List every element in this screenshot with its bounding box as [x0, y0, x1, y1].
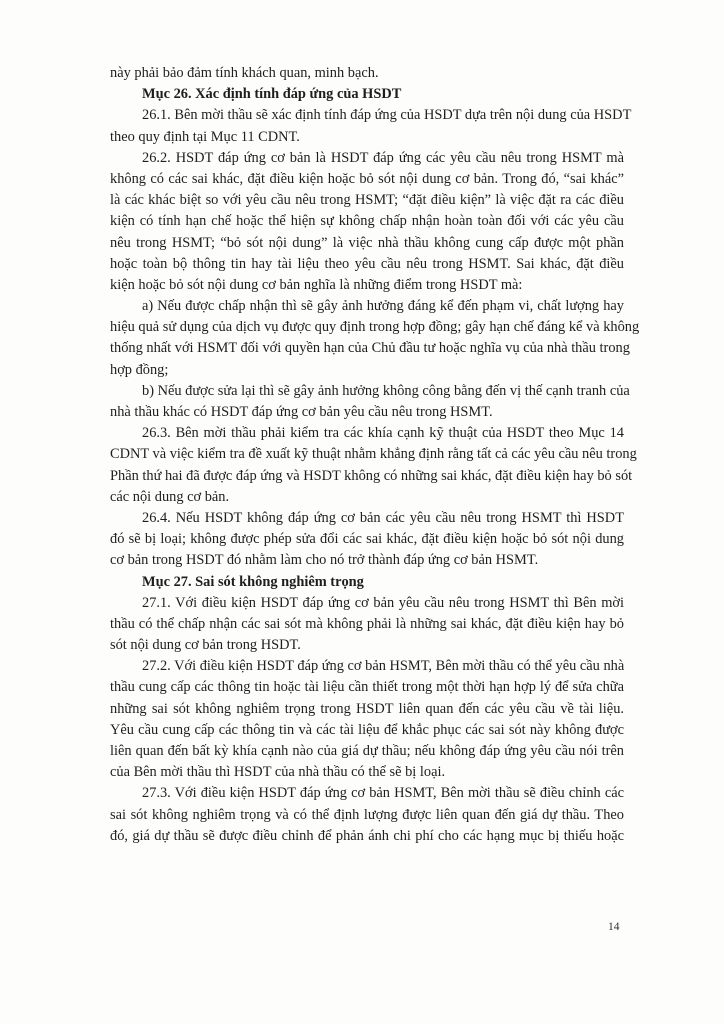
- text-line: Phần thứ hai đã được đáp ứng và HSDT không có những sai khác, đặt điều kiện hay bỏ sót: [110, 467, 633, 484]
- text-line: này phải bảo đảm tính khách quan, minh bạch.: [110, 65, 379, 81]
- text-line: Yêu cầu cung cấp các thông tin và các tài liệu để khắc phục các sai sót này không được: [110, 721, 624, 738]
- text-line: nhà thầu khác có HSDT đáp ứng cơ bản yêu cầu nêu trong HSMT.: [110, 404, 493, 420]
- text-line: kiện hoặc bỏ sót nội dung cơ bản nghĩa là những điểm trong HSDT mà:: [110, 276, 523, 293]
- text-line: liên quan đến bất kỳ khía cạnh nào của giá dự thầu; nếu không đáp ứng yêu cầu nói trên: [110, 743, 624, 759]
- text-line: theo quy định tại Mục 11 CDNT.: [110, 128, 300, 145]
- page-number: 14: [608, 921, 620, 933]
- text-line: thống nhất với HSMT đối với quyền hạn của Chủ đầu tư hoặc nghĩa vụ của nhà thầu trong: [110, 340, 630, 357]
- text-line: 26.3. Bên mời thầu phải kiểm tra các khía cạnh kỹ thuật của HSDT theo Mục 14: [142, 425, 624, 442]
- text-line: thầu có thể chấp nhận các sai sót mà không phải là những sai khác, đặt điều kiện hay bỏ: [110, 615, 624, 632]
- text-line: thầu cung cấp các thông tin hoặc tài liệu cần thiết trong một thời hạn hợp lý để sửa chữa: [110, 679, 624, 696]
- text-line: là các khác biệt so với yêu cầu nêu trong HSMT; “đặt điều kiện” là việc đặt ra các điều: [110, 192, 624, 209]
- text-line: sai sót không nghiêm trọng và có thể định lượng được liên quan đến giá dự thầu. Theo: [110, 806, 624, 823]
- section-heading: Mục 27. Sai sót không nghiêm trọng: [142, 573, 364, 590]
- text-line: không có các sai khác, đặt điều kiện hoặc bỏ sót nội dung cơ bản. Trong đó, “sai khác”: [110, 170, 624, 187]
- text-line: hiệu quả sử dụng của dịch vụ được quy định trong hợp đồng; gây hạn chế đáng kể và không: [110, 319, 640, 336]
- text-line: cơ bản trong HSDT đó nhằm làm cho nó trở thành đáp ứng cơ bản HSMT.: [110, 552, 539, 569]
- document-body: [110, 63, 640, 847]
- text-line: 26.4. Nếu HSDT không đáp ứng cơ bản các yêu cầu nêu trong HSMT thì HSDT: [142, 509, 624, 526]
- text-line: đó sẽ bị loại; không được phép sửa đổi các sai khác, đặt điều kiện hoặc bỏ sót nội dung: [110, 531, 624, 548]
- text-line: những sai sót không nghiêm trọng trong HSDT liên quan đến các yêu cầu về tài liệu.: [110, 700, 624, 717]
- text-line: a) Nếu được chấp nhận thì sẽ gây ảnh hưởng đáng kể đến phạm vi, chất lượng hay: [142, 298, 624, 315]
- text-line: 27.2. Với điều kiện HSDT đáp ứng cơ bản HSMT, Bên mời thầu có thể yêu cầu nhà: [142, 658, 625, 675]
- text-line: nêu trong HSMT; “bỏ sót nội dung” là việc nhà thầu không cung cấp được một phần: [110, 234, 624, 251]
- text-line: các nội dung cơ bản.: [110, 488, 230, 505]
- text-line: CDNT và việc kiểm tra đề xuất kỹ thuật nhằm khẳng định rằng tất cả các yêu cầu nêu trong: [110, 446, 637, 463]
- text-line: 26.1. Bên mời thầu sẽ xác định tính đáp ứng của HSDT dựa trên nội dung của HSDT: [142, 107, 632, 124]
- section-heading: Mục 26. Xác định tính đáp ứng của HSDT: [142, 86, 402, 103]
- text-line: hoặc toàn bộ thông tin hay tài liệu theo yêu cầu nêu trong HSMT. Sai khác, đặt điều: [110, 255, 624, 272]
- text-line: kiện có tính hạn chế hoặc thể hiện sự không chấp nhận hoàn toàn đối với các yêu cầu: [110, 213, 624, 230]
- text-line: hợp đồng;: [110, 361, 169, 378]
- text-line: sót nội dung cơ bản trong HSDT.: [110, 637, 301, 654]
- text-line: 27.3. Với điều kiện HSDT đáp ứng cơ bản HSMT, Bên mời thầu sẽ điều chỉnh các: [142, 785, 624, 802]
- text-line: 26.2. HSDT đáp ứng cơ bản là HSDT đáp ứng các yêu cầu nêu trong HSMT mà: [142, 149, 624, 166]
- text-line: 27.1. Với điều kiện HSDT đáp ứng cơ bản yêu cầu nêu trong HSMT thì Bên mời: [142, 594, 624, 611]
- text-line: b) Nếu được sửa lại thì sẽ gây ảnh hưởng không công bằng đến vị thế cạnh tranh của: [142, 382, 630, 399]
- text-line: đó, giá dự thầu sẽ được điều chỉnh để phản ánh chi phí cho các hạng mục bị thiếu hoặc: [110, 827, 624, 844]
- text-line: của Bên mời thầu thì HSDT của nhà thầu có thể sẽ bị loại.: [110, 764, 446, 781]
